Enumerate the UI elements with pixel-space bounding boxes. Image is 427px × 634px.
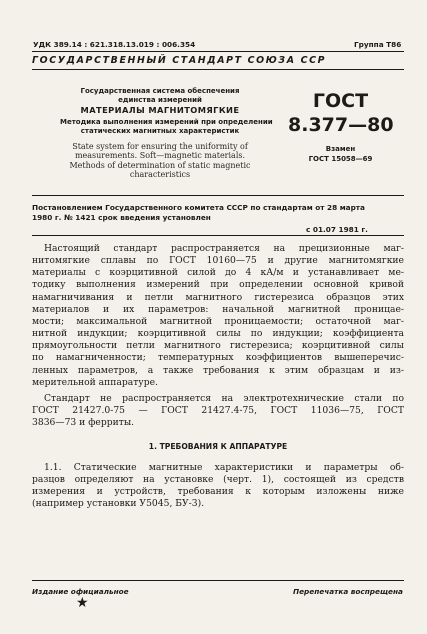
decree-rule [32, 235, 404, 236]
text-line: намагничивания и петли магнитного гистерезиса образцов этих [32, 291, 404, 303]
text-line: тодику выполнения измерений при определении основной кривой [32, 279, 404, 291]
star-icon: ★ [76, 595, 89, 611]
text-line: нитной индукции; коэрцитивной силы по индукции; коэффициента [32, 328, 404, 340]
paragraph-1-1 [32, 462, 404, 511]
decree-text [32, 203, 365, 224]
gost-designation [288, 89, 393, 137]
paragraph-exclusions [32, 393, 404, 429]
english-title-line: Methods of determination of static magnetic [69, 160, 251, 170]
text-line: мерительной аппаратуре. [32, 376, 158, 388]
title-block-rule [32, 195, 404, 196]
method-title [60, 118, 273, 136]
text-line: (например установки У5045, БУ-3). [32, 498, 205, 510]
system-title-line: единства измерений [118, 96, 202, 104]
second-rule [32, 69, 404, 70]
text-line: ленных параметров, а также требования к этим образцам и из- [32, 364, 404, 376]
section-heading: 1. ТРЕБОВАНИЯ К АППАРАТУРЕ [148, 442, 288, 451]
text-line: мости; максимальной магнитной проницаемости; остаточной маг- [32, 315, 404, 327]
text-line: Стандарт не распространяется на электротехнические стали по [44, 393, 404, 404]
text-line: по намагниченности; температурных коэффициентов вышеперечис- [32, 352, 404, 364]
text-line: материалов и их параметров: начальной магнитной проницае- [32, 303, 404, 315]
english-title [60, 142, 260, 180]
replaces-label: Взамен [325, 145, 356, 153]
group-code: Группа Т86 [354, 40, 402, 49]
text-line: измерения и устройств, требования к которым изложены ниже [32, 486, 404, 498]
method-title-line: Методика выполнения измерений при определении [60, 118, 273, 126]
materials-title: МАТЕРИАЛЫ МАГНИТОМЯГКИЕ [80, 105, 240, 115]
english-title-line: characteristics [129, 170, 191, 180]
system-title-line: Государственная система обеспечения [80, 87, 240, 95]
effective-date: с 01.07 1981 г. [306, 225, 368, 234]
text-line: ГОСТ 21427.0-75 — ГОСТ 21427.4-75, ГОСТ 11036—75, ГОСТ [32, 405, 404, 417]
text-line: 3836—73 и ферриты. [32, 417, 135, 429]
english-title-line: measurements. Soft—magnetic materials. [74, 151, 246, 161]
text-line: прямоугольности петли магнитного гистерезиса; коэрцитивной силы [32, 340, 404, 352]
replaces-value: ГОСТ 15058—69 [308, 154, 373, 163]
decree-line: Постановлением Государственного комитета СССР по стандартам от 28 марта [32, 203, 365, 212]
text-line: 1.1. Статические магнитные характеристики и параметры об- [44, 462, 404, 473]
text-line: материалы с коэрцитивной силой до 4 кА/м и устанавливает ме- [32, 267, 404, 279]
decree-line: 1980 г. № 1421 срок введения установлен [32, 213, 211, 223]
paragraph-scope [32, 243, 404, 389]
udk-code: УДК 389.14 : 621.318.13.019 : 006.354 [33, 40, 196, 49]
gost-label: ГОСТ [312, 90, 369, 112]
method-title-line: статических магнитных характеристик [80, 127, 240, 136]
system-title [60, 87, 260, 105]
replaces-block [288, 145, 393, 164]
reprint-prohibited-label: Перепечатка воспрещена [293, 587, 403, 596]
footer-rule [32, 580, 404, 581]
state-standard-line: ГОСУДАРСТВЕННЫЙ СТАНДАРТ СОЮЗА ССР [32, 55, 327, 66]
text-line: разцов определяют на установке (черт. 1), состоящей из средств [32, 474, 404, 486]
top-rule [32, 51, 404, 52]
official-edition-label: Издание официальное [32, 587, 129, 596]
text-line: Настоящий стандарт распространяется на прецизионные маг- [44, 243, 404, 254]
gost-number: 8.377—80 [288, 114, 394, 136]
english-title-line: State system for ensuring the uniformity of [72, 142, 248, 151]
text-line: нитомягкие сплавы по ГОСТ 10160—75 и другие магнитомягкие [32, 255, 404, 267]
